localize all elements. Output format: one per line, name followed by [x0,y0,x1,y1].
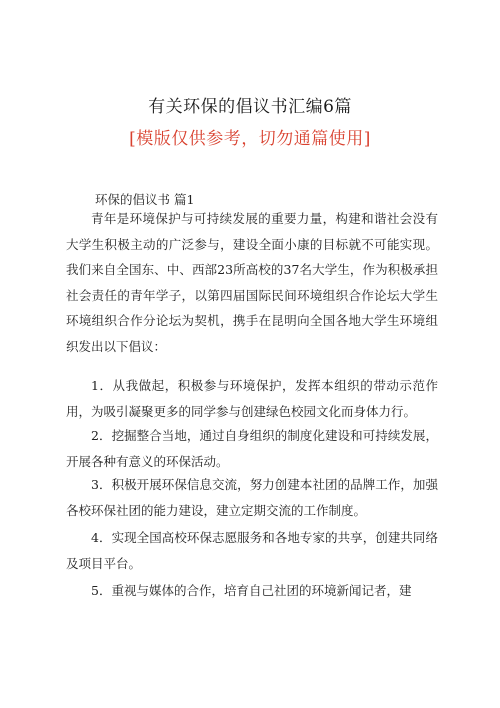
list-item [66,423,438,474]
proposal-item-4: 4．实现全国高校环保志愿服务和各地专家的共享，创建共同络及项目平台。 [66,530,438,571]
proposal-item-1: 1．从我做起，积极参与环境保护，发挥本组织的带动示范作用，为吸引凝聚更多的同学参与创建绿色校园文化而身体力行。 [66,378,438,419]
intro-paragraph-block [66,206,438,359]
list-item [66,525,438,576]
section-heading: 环保的倡议书 篇1 [95,192,195,207]
proposal-item-5: 5．重视与媒体的合作，培育自己社团的环境新闻记者，建 [91,583,412,598]
proposal-item-3: 3．积极开展环保信息交流，努力创建本社团的品牌工作，加强各校环保社团的能力建设，建立定期交流的工作制度。 [66,477,438,518]
list-item [66,472,438,523]
proposal-item-2: 2．挖掘整合当地，通过自身组织的制度化建设和可持续发展，开展各种有意义的环保活动。 [66,428,438,469]
intro-paragraph: 青年是环境保护与可持续发展的重要力量，构建和谐社会没有大学生积极主动的广泛参与，建设全面小康的目标就不可能实现。我们来自全国东、中、西部23所高校的37名大学生，作为积极承担社会责任的青年学子，以第四届国际民间环境组织合作论坛大学生环境组织合作分论坛为契机，携手在昆明向全国各地大学生环境组织发出以下倡议： [66,211,438,354]
list-item [66,373,438,424]
document-title: 有关环保的倡议书汇编6篇 [148,97,352,117]
list-item [66,578,438,604]
document-subtitle: [模版仅供参考，切勿通篇使用] [129,129,371,149]
